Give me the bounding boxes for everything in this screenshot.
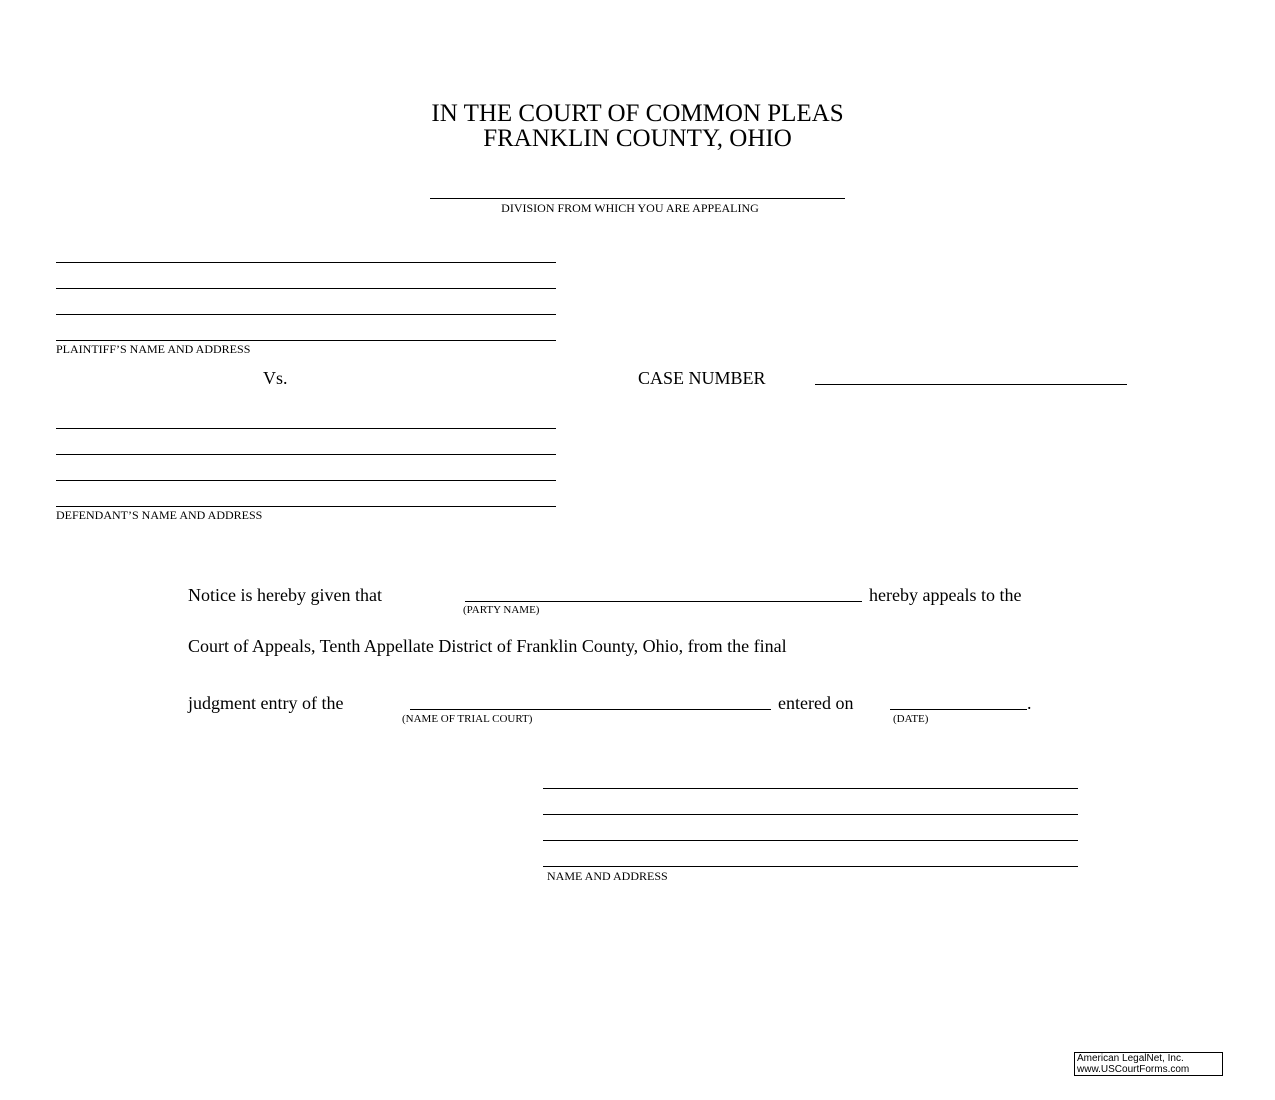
signature-label: NAME AND ADDRESS [547, 869, 668, 883]
plaintiff-line-3[interactable] [56, 314, 556, 315]
trial-court-field[interactable] [410, 709, 771, 710]
notice-line-3-end: . [1027, 693, 1032, 713]
notice-text-start: Notice is hereby given that [188, 585, 382, 605]
notice-line-3-mid: entered on [778, 693, 854, 713]
plaintiff-line-1[interactable] [56, 262, 556, 263]
defendant-line-3[interactable] [56, 480, 556, 481]
defendant-line-1[interactable] [56, 428, 556, 429]
defendant-line-4[interactable] [56, 506, 556, 507]
notice-text-end: hereby appeals to the [869, 585, 1022, 605]
versus: Vs. [263, 368, 288, 388]
signature-line-4[interactable] [543, 866, 1078, 867]
date-label: (DATE) [893, 713, 929, 725]
county-title: FRANKLIN COUNTY, OHIO [483, 125, 792, 152]
notice-line-2: Court of Appeals, Tenth Appellate District of Franklin County, Ohio, from the final [188, 636, 787, 656]
court-title: IN THE COURT OF COMMON PLEAS [431, 100, 844, 127]
case-number-field[interactable] [815, 384, 1127, 385]
defendant-label: DEFENDANT’S NAME AND ADDRESS [56, 508, 263, 522]
date-field[interactable] [890, 709, 1027, 710]
plaintiff-line-2[interactable] [56, 288, 556, 289]
signature-line-2[interactable] [543, 814, 1078, 815]
division-label: DIVISION FROM WHICH YOU ARE APPEALING [501, 201, 759, 215]
trial-court-label: (NAME OF TRIAL COURT) [402, 713, 533, 725]
publisher-footer [1074, 1052, 1223, 1076]
party-name-field[interactable] [465, 601, 862, 602]
plaintiff-line-4[interactable] [56, 340, 556, 341]
plaintiff-label: PLAINTIFF’S NAME AND ADDRESS [56, 342, 251, 356]
signature-line-3[interactable] [543, 840, 1078, 841]
division-field[interactable] [430, 198, 845, 199]
footer-website: www.USCourtForms.com [1077, 1064, 1190, 1075]
defendant-line-2[interactable] [56, 454, 556, 455]
case-number-label: CASE NUMBER [638, 368, 766, 388]
footer-company: American LegalNet, Inc. [1077, 1053, 1184, 1064]
notice-line-3-start: judgment entry of the [188, 693, 344, 713]
party-name-label: (PARTY NAME) [463, 604, 540, 616]
signature-line-1[interactable] [543, 788, 1078, 789]
